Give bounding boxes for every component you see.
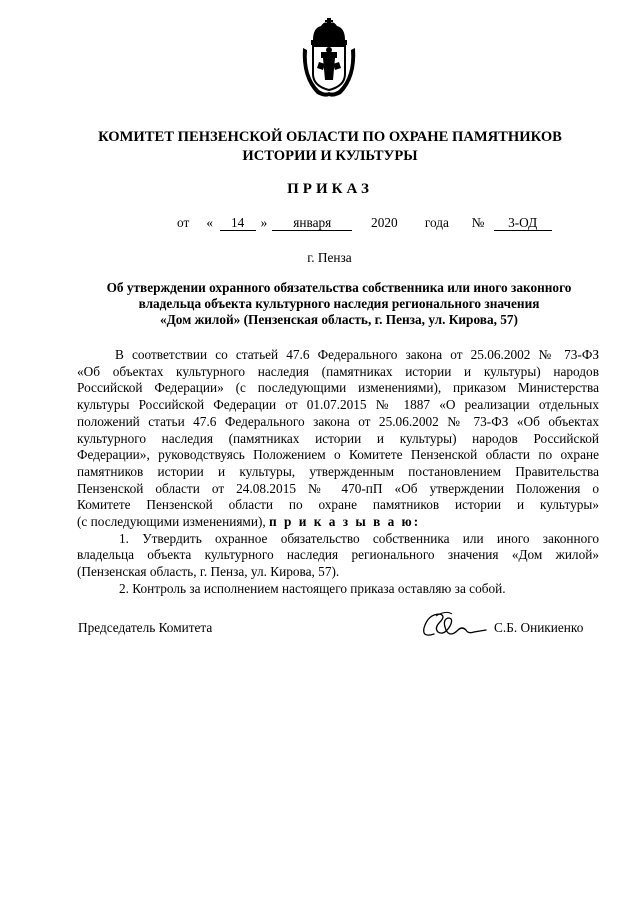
item1-line-last: (Пензенская область, г. Пенза, ул. Кирова, 57). (77, 564, 340, 580)
subject-line2: владельца объекта культурного наследия регионального значения (138, 296, 540, 311)
body-line: «Об объектах культурного наследия (памятниках истории и культуры) народов (77, 363, 599, 379)
quote-close: » (260, 215, 268, 230)
order-year: 2020 (371, 215, 398, 230)
number-sign: № (471, 215, 485, 230)
handwritten-signature-icon (416, 608, 496, 644)
item1-line: владельца объекта культурного наследия регионального значения «Дом жилой» (77, 547, 599, 563)
order-body (77, 347, 599, 598)
body-line: памятников истории и культуры, утвержденным постановлением Правительства (77, 463, 599, 479)
body-line: культурного наследия (памятниках истории и культуры) народов Российской (77, 430, 599, 446)
city-label: г. Пенза (307, 250, 352, 265)
from-label: от (177, 215, 190, 230)
committee-name (60, 128, 600, 166)
order-month: января (272, 215, 352, 231)
subject-line3: «Дом жилой» (Пензенская область, г. Пенза, ул. Кирова, 57) (160, 312, 518, 327)
coat-of-arms-emblem (299, 18, 359, 100)
item1-line: 1. Утвердить охранное обязательство собственника или иного законного (119, 530, 599, 546)
signatory-position: Председатель Комитета (78, 620, 213, 635)
body-line: Пензенской области от 24.08.2015 № 470-пП «Об утверждении Положения о (77, 480, 599, 496)
body-line: Российской Федерации» (с последующими изменениями), приказом Министерства (77, 380, 599, 396)
committee-name-line2: ИСТОРИИ И КУЛЬТУРЫ (242, 148, 418, 164)
item2-line: 2. Контроль за исполнением настоящего приказа оставляю за собой. (119, 580, 506, 596)
year-label: года (424, 215, 449, 230)
committee-name-line1: КОМИТЕТ ПЕНЗЕНСКОЙ ОБЛАСТИ ПО ОХРАНЕ ПАМЯТНИКОВ (98, 129, 562, 145)
signatory-name: С.Б. Оникиенко (494, 620, 584, 635)
order-number: 3-ОД (494, 215, 552, 231)
body-line: положений статьи 47.6 Федерального закона от 25.06.2002 № 73-ФЗ «Об объектах (77, 413, 599, 429)
decree-word: п р и к а з ы в а ю: (269, 514, 421, 530)
order-day: 14 (220, 215, 256, 231)
body-line-last (77, 514, 599, 531)
order-subject (80, 280, 598, 328)
document-type-title: ПРИКАЗ (287, 181, 373, 197)
body-line: Федерации», руководствуясь Положением о Комитете Пензенской области по охране (77, 447, 599, 463)
order-date-number-line (177, 215, 552, 231)
subject-line1: Об утверждении охранного обязательства собственника или иного законного (106, 280, 572, 295)
body-line: культуры Российской Федерации от 01.07.2015 № 1887 «О реализации отдельных (77, 397, 599, 413)
body-line: В соответствии со статьей 47.6 Федерального закона от 25.06.2002 № 73-ФЗ (115, 347, 599, 362)
body-line: Комитете Пензенской области по охране памятников истории и культуры» (77, 497, 599, 513)
quote-open: « (206, 215, 213, 230)
body-line-last-text: (с последующими изменениями), (77, 514, 266, 530)
